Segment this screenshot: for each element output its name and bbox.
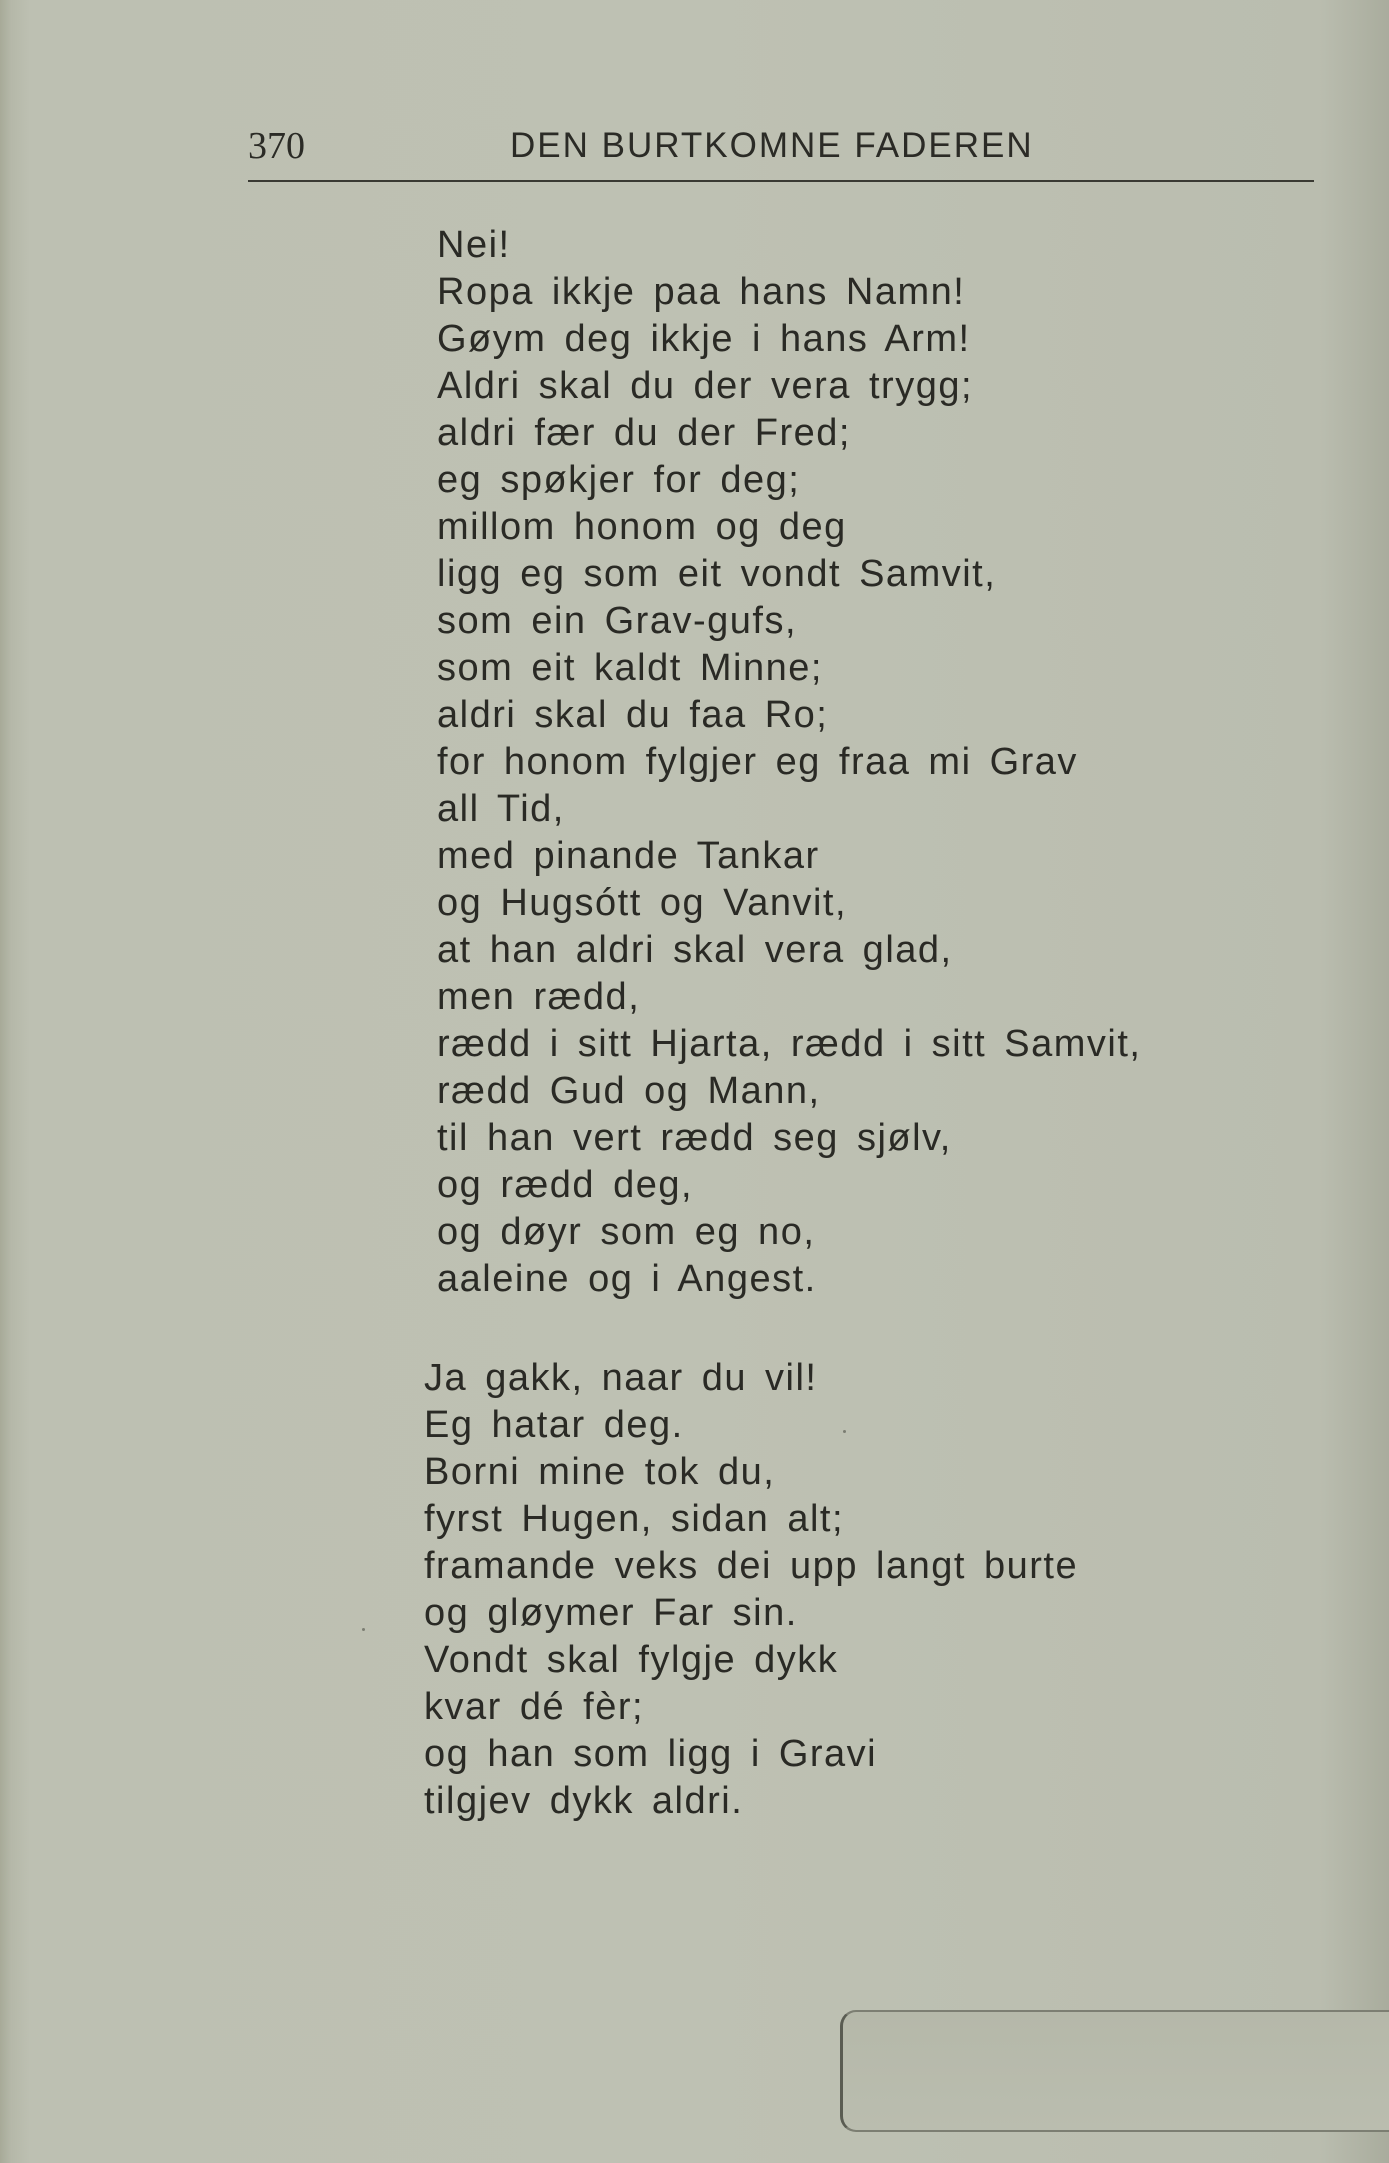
poem-line: aaleine og i Angest. [437, 1258, 817, 1300]
poem-line: Vondt skal fylgje dykk [424, 1639, 839, 1681]
paper-speck [362, 1628, 365, 1631]
poem-line: Ja gakk, naar du vil! [424, 1357, 818, 1399]
page-number: 370 [248, 125, 305, 167]
poem-line: for honom fylgjer eg fraa mi Grav [437, 741, 1078, 783]
poem-line: millom honom og deg [437, 506, 847, 548]
poem-line: som ein Grav-gufs, [437, 600, 797, 642]
poem-line: kvar dé fèr; [424, 1686, 645, 1728]
poem-line: til han vert rædd seg sjølv, [437, 1117, 952, 1159]
stanza-1 [437, 222, 1141, 1303]
poem-line: eg spøkjer for deg; [437, 459, 801, 501]
poem-line: og døyr som eg no, [437, 1211, 816, 1253]
poem-line: Gøym deg ikkje i hans Arm! [437, 318, 971, 360]
poem-line: og rædd deg, [437, 1164, 694, 1206]
running-title: DEN BURTKOMNE FADEREN [510, 126, 1034, 165]
poem-line: tilgjev dykk aldri. [424, 1780, 744, 1822]
poem-line: aldri skal du faa Ro; [437, 694, 829, 736]
poem-line: men rædd, [437, 976, 641, 1018]
poem-line: all Tid, [437, 788, 565, 830]
poem-line: med pinande Tankar [437, 835, 820, 877]
poem-line: aldri fær du der Fred; [437, 412, 851, 454]
poem-line: fyrst Hugen, sidan alt; [424, 1498, 845, 1540]
poem-line: Ropa ikkje paa hans Namn! [437, 271, 966, 313]
library-label-stamp [840, 2010, 1389, 2132]
poem-line: Eg hatar deg. [424, 1404, 684, 1446]
poem-line: rædd Gud og Mann, [437, 1070, 821, 1112]
poem-line: at han aldri skal vera glad, [437, 929, 953, 971]
poem-line: rædd i sitt Hjarta, rædd i sitt Samvit, [437, 1023, 1142, 1065]
poem-line: Borni mine tok du, [424, 1451, 776, 1493]
poem-line: og han som ligg i Gravi [424, 1733, 878, 1775]
poem-line: som eit kaldt Minne; [437, 647, 823, 689]
poem-line: ligg eg som eit vondt Samvit, [437, 553, 997, 595]
stanza-2 [424, 1355, 1078, 1825]
paper-speck [843, 1430, 846, 1433]
poem-line: Nei! [437, 224, 511, 266]
poem-line: Aldri skal du der vera trygg; [437, 365, 974, 407]
poem-line: og Hugsótt og Vanvit, [437, 882, 848, 924]
poem-line: framande veks dei upp langt burte [424, 1545, 1079, 1587]
poem-line: og gløymer Far sin. [424, 1592, 798, 1634]
